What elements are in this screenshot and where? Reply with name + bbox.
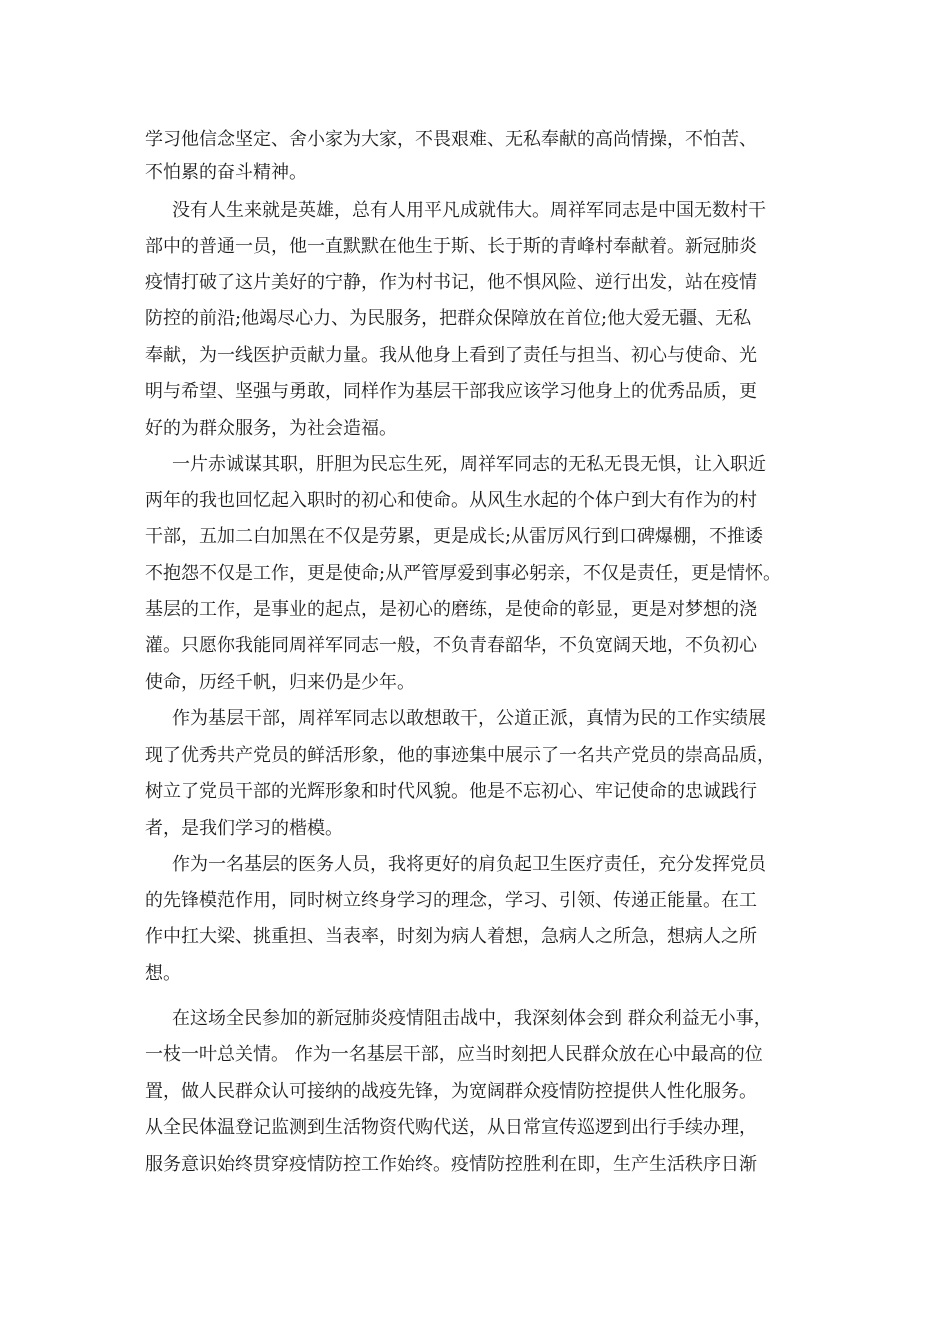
- text-line: 一枝一叶总关情。 作为一名基层干部，应当时刻把人民群众放在心中最高的位: [145, 1044, 763, 1065]
- text-line: 干部，五加二白加黑在不仅是劳累，更是成长;从雷厉风行到口碑爆棚，不推诿: [145, 526, 764, 547]
- text-line: 不怕累的奋斗精神。: [145, 162, 307, 183]
- text-line: 基层的工作，是事业的起点，是初心的磨练，是使命的彰显，更是对梦想的浇: [145, 599, 757, 620]
- text-line: 置，做人民群众认可接纳的战疫先锋，为宽阔群众疫情防控提供人性化服务。: [145, 1081, 757, 1102]
- text-line: 使命，历经千帆，归来仍是少年。: [145, 672, 415, 693]
- text-line: 服务意识始终贯穿疫情防控工作始终。疫情防控胜利在即，生产生活秩序日渐: [145, 1154, 757, 1175]
- paragraph-start-line: 在这场全民参加的新冠肺炎疫情阻击战中，我深刻体会到 群众利益无小事，: [172, 1008, 772, 1029]
- text-line: 的先锋模范作用，同时树立终身学习的理念，学习、引领、传递正能量。在工: [145, 890, 757, 911]
- text-line: 疫情打破了这片美好的宁静，作为村书记，他不惧风险、逆行出发，站在疫情: [145, 272, 757, 293]
- text-line: 从全民体温登记监测到生活物资代购代送，从日常宣传巡逻到出行手续办理，: [145, 1117, 757, 1138]
- text-line: 不抱怨不仅是工作，更是使命;从严管厚爱到事必躬亲，不仅是责任，更是情怀。: [145, 563, 782, 584]
- paragraph-start-line: 没有人生来就是英雄，总有人用平凡成就伟大。周祥军同志是中国无数村干: [172, 200, 766, 221]
- text-line: 部中的普通一员，他一直默默在他生于斯、长于斯的青峰村奉献着。新冠肺炎: [145, 236, 757, 257]
- paragraph-start-line: 一片赤诚谋其职，肝胆为民忘生死，周祥军同志的无私无畏无惧，让入职近: [172, 454, 766, 475]
- text-line: 作中扛大梁、挑重担、当表率，时刻为病人着想，急病人之所急，想病人之所: [145, 926, 757, 947]
- text-line: 奉献，为一线医护贡献力量。我从他身上看到了责任与担当、初心与使命、光: [145, 345, 757, 366]
- text-line: 现了优秀共产党员的鲜活形象，他的事迹集中展示了一名共产党员的崇高品质，: [145, 745, 775, 766]
- text-line: 想。: [145, 963, 181, 984]
- paragraph-start-line: 作为一名基层的医务人员，我将更好的肩负起卫生医疗责任，充分发挥党员: [172, 854, 766, 875]
- text-line: 树立了党员干部的光辉形象和时代风貌。他是不忘初心、牢记使命的忠诚践行: [145, 781, 757, 802]
- text-line: 者，是我们学习的楷模。: [145, 818, 343, 839]
- text-line: 明与希望、坚强与勇敢，同样作为基层干部我应该学习他身上的优秀品质，更: [145, 381, 757, 402]
- text-line: 好的为群众服务，为社会造福。: [145, 418, 397, 439]
- text-line: 灌。只愿你我能同周祥军同志一般，不负青春韶华，不负宽阔天地，不负初心: [145, 635, 757, 656]
- text-line: 学习他信念坚定、舍小家为大家，不畏艰难、无私奉献的高尚情操，不怕苦、: [145, 129, 757, 150]
- paragraph-start-line: 作为基层干部，周祥军同志以敢想敢干，公道正派，真情为民的工作实绩展: [172, 708, 766, 729]
- text-line: 两年的我也回忆起入职时的初心和使命。从风生水起的个体户到大有作为的村: [145, 490, 757, 511]
- text-line: 防控的前沿;他竭尽心力、为民服务，把群众保障放在首位;他大爱无疆、无私: [145, 308, 752, 329]
